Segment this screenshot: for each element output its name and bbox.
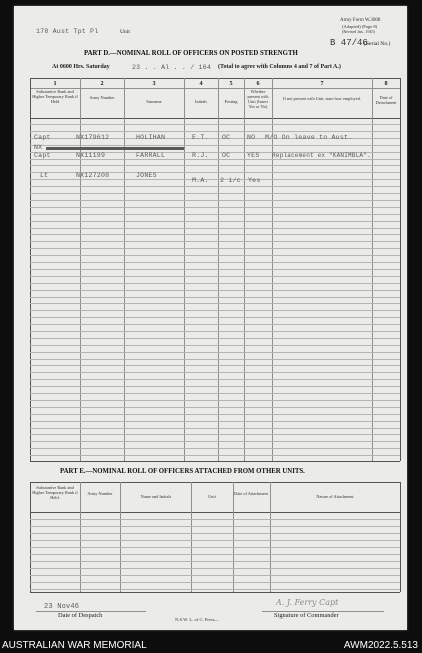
part-d-note: (Total to agree with Columns 4 and 7 of Part A.) (218, 64, 341, 70)
ruled-line (30, 561, 400, 562)
e-col-header-name: Name and Initials (140, 494, 172, 499)
ruled-line (30, 283, 400, 284)
row3-employed: Replacement ex "KANIMBLA". (272, 152, 371, 159)
at-label: At 0600 Hrs. Saturday (52, 64, 110, 70)
ruled-line (30, 547, 400, 548)
ruled-line (30, 414, 400, 415)
ruled-line (30, 554, 400, 555)
ruled-line (30, 269, 400, 270)
form-number-line3: (Revised Jan., 1945) (342, 29, 375, 34)
e-col-header-nature: Nature of Attachment (316, 494, 354, 499)
ruled-line (30, 575, 400, 576)
ruled-line (30, 421, 400, 422)
ruled-line (30, 200, 400, 201)
row1-employed: M/O On leave to Aust. (265, 134, 353, 141)
row1-surname: HOLIHAN (136, 134, 166, 141)
ruled-line (30, 455, 400, 456)
ruled-line (30, 241, 400, 242)
ruled-line (30, 386, 400, 387)
row4-posting: 2 i/c (220, 177, 241, 184)
ruled-line (30, 131, 400, 132)
serial-label: (Serial No.) (364, 41, 391, 47)
ruled-line (30, 310, 400, 311)
row1-posting: OC (222, 134, 231, 141)
col-header-army-number: Army Number (89, 95, 115, 100)
row1-initials: E.T. (192, 134, 209, 141)
col-header-surname: Surname (146, 99, 162, 104)
col-number: 3 (152, 80, 156, 87)
signature-label: Signature of Commander (274, 612, 339, 619)
ruled-line (30, 234, 400, 235)
col-number: 8 (384, 80, 388, 87)
ruled-line (30, 345, 400, 346)
date-value: 23 . . Al . . / 164 (132, 64, 211, 71)
ruled-line (30, 255, 400, 256)
row4-number: NX127208 (76, 172, 110, 179)
ruled-line (30, 324, 400, 325)
ruled-line (30, 317, 400, 318)
ruled-line (30, 441, 400, 442)
row3-rank: Capt (34, 152, 51, 159)
serial-value: B 47/46 (330, 38, 368, 48)
ruled-line (30, 393, 400, 394)
ruled-line (30, 359, 400, 360)
ruled-line (30, 428, 400, 429)
part-d-title: PART D.—NOMINAL ROLL OF OFFICERS ON POSTED STRENGTH (84, 50, 298, 57)
ruled-line (30, 407, 400, 408)
col-header-initials: Initials (195, 99, 207, 104)
footer-accession-number: AWM2022.5.513 (343, 640, 418, 651)
ruled-line (30, 228, 400, 229)
struck-through-row (46, 147, 184, 150)
row3-surname: FARRALL (136, 152, 166, 159)
ruled-line (30, 372, 400, 373)
ruled-line (30, 165, 400, 166)
ruled-line (30, 540, 400, 541)
form-number-line1: Army Form W.3008 (340, 18, 381, 23)
despatch-date-label: Date of Despatch (58, 612, 103, 619)
ruled-line (30, 434, 400, 435)
col-header-present: Whether present with Unit (Insert Yes or No) (247, 89, 269, 109)
row3-number: NX11199 (76, 152, 106, 159)
row1-present: NO (247, 134, 256, 141)
ruled-line (30, 248, 400, 249)
ruled-line (30, 186, 400, 187)
col-header-rank: Substantive Rank and Higher Temporary Rank if Held (32, 89, 78, 104)
row3-present: YES (247, 152, 260, 159)
ruled-line (30, 207, 400, 208)
e-col-header-date: Date of Attachment (234, 491, 268, 496)
ruled-line (30, 290, 400, 291)
ruled-line (30, 303, 400, 304)
ruled-line (30, 221, 400, 222)
ruled-line (30, 519, 400, 520)
col-number: 4 (199, 80, 203, 87)
row3-initials: R.J. (192, 152, 209, 159)
footer-institution: AUSTRALIAN WAR MEMORIAL (2, 640, 147, 651)
ruled-line (30, 145, 400, 146)
ruled-line (30, 179, 400, 180)
ruled-line (30, 297, 400, 298)
unit-value: 178 Aust Tpt Pl (36, 28, 99, 35)
ruled-line (30, 448, 400, 449)
commander-signature: A. J. Ferry Capt (276, 598, 339, 607)
ruled-line (30, 352, 400, 353)
ruled-line (30, 159, 400, 160)
ruled-line (30, 365, 400, 366)
e-col-header-unit: Unit (208, 494, 216, 499)
ruled-line (30, 379, 400, 380)
ruled-line (30, 193, 400, 194)
unit-label: Unit (120, 29, 130, 35)
row4-initials: M.A. (192, 177, 209, 184)
ruled-line (30, 568, 400, 569)
table-top-rule (30, 78, 400, 79)
row4-rank: Lt (40, 172, 49, 179)
e-col-header-army-number: Army Number (87, 491, 113, 496)
col-number: 1 (53, 80, 57, 87)
ruled-line (30, 214, 400, 215)
col-number: 6 (256, 80, 260, 87)
row2-number: NX (34, 144, 43, 151)
ruled-line (30, 589, 400, 590)
ruled-line (30, 582, 400, 583)
ruled-line (30, 276, 400, 277)
ruled-line (30, 338, 400, 339)
e-col-header-rank: Substantive Rank and Higher Temporary Rank if Held. (32, 485, 78, 500)
col-number: 2 (100, 80, 104, 87)
ruled-line (30, 331, 400, 332)
part-e-title: PART E.—NOMINAL ROLL OF OFFICERS ATTACHED FROM OTHER UNITS. (60, 468, 305, 475)
ruled-line (30, 533, 400, 534)
row4-present: Yes (248, 177, 261, 184)
ruled-line (30, 262, 400, 263)
ruled-line (30, 526, 400, 527)
col-header-employed: If not present with Unit, state how employed. (283, 96, 361, 101)
ruled-line (30, 400, 400, 401)
form-number-line2: (Adapted) (Page 8) (342, 24, 378, 29)
ruled-line (30, 124, 400, 125)
col-header-detachment: Date of Detachment (375, 95, 397, 105)
row3-posting: OC (222, 152, 231, 159)
col-number: 5 (229, 80, 233, 87)
printer-imprint: N.S.W. L. of C. Press— (175, 617, 220, 622)
row4-surname: JONES (136, 172, 157, 179)
despatch-date-value: 23 Nov46 (44, 603, 80, 611)
row1-rank: Capt (34, 134, 51, 141)
row1-number: NX179612 (76, 134, 110, 141)
col-header-posting: Posting (224, 99, 238, 104)
col-number: 7 (320, 80, 324, 87)
